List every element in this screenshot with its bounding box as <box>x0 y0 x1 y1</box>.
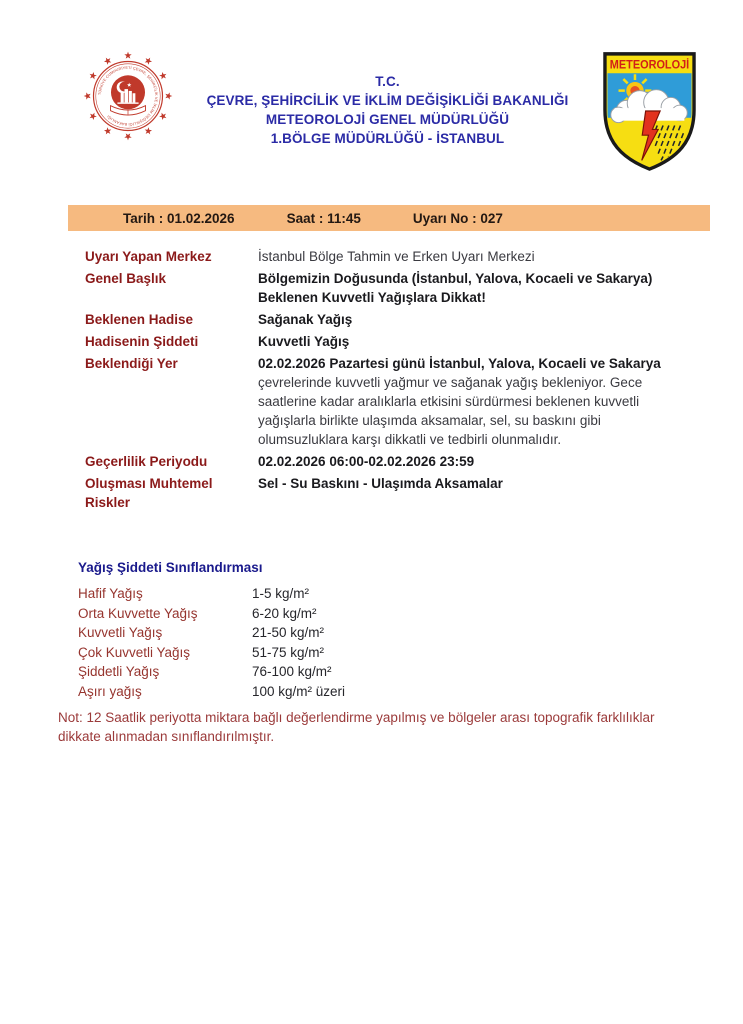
header-title-line-2: ÇEVRE, ŞEHİRCİLİK VE İKLİM DEĞİŞİKLİĞİ BAKANLIĞI <box>206 93 569 108</box>
document-header <box>0 0 743 177</box>
ministry-seal-icon <box>82 50 174 147</box>
detail-row-issuing-center <box>85 247 703 266</box>
classification-label: Çok Kuvvetli Yağış <box>78 644 191 660</box>
detail-value: Kuvvetli Yağış <box>258 334 350 349</box>
svg-text:TÜRKİYE CUMHURİYETİ ÇEVRE, ŞEH: TÜRKİYE CUMHURİYETİ ÇEVRE, ŞEHİRCİLİK VE İKLİM DEĞİŞİKLİĞİ BAKANLIĞI <box>97 65 159 127</box>
detail-value <box>258 354 683 449</box>
detail-label: Beklendiği Yer <box>85 356 178 371</box>
detail-label: Oluşması Muhtemel Riskler <box>85 476 213 510</box>
warning-details <box>85 247 703 512</box>
classification-row-moderate <box>78 604 703 624</box>
detail-value: Sel - Su Baskını - Ulaşımda Aksamalar <box>258 476 503 491</box>
classification-value: 76-100 kg/m² <box>252 664 332 679</box>
detail-row-validity-period <box>85 452 703 471</box>
detail-row-expected-event <box>85 310 703 329</box>
header-title <box>174 50 601 148</box>
shield-logo-text: METEOROLOJİ <box>609 57 698 72</box>
detail-label: Uyarı Yapan Merkez <box>85 249 212 264</box>
classification-title: Yağış Şiddeti Sınıflandırması <box>78 560 263 575</box>
classification-value: 51-75 kg/m² <box>252 644 325 660</box>
info-bar-time: Saat : 11:45 <box>286 210 361 226</box>
classification-label: Orta Kuvvette Yağış <box>78 605 198 621</box>
classification-value: 6-20 kg/m² <box>252 605 317 621</box>
classification-value: 21-50 kg/m² <box>252 625 325 640</box>
rainfall-classification-section <box>78 560 703 701</box>
detail-row-expected-location <box>85 354 703 449</box>
detail-value: İstanbul Bölge Tahmin ve Erken Uyarı Merkezi <box>258 249 535 264</box>
info-bar-warning-no: Uyarı No : 027 <box>412 210 503 226</box>
classification-value: 100 kg/m² üzeri <box>252 683 346 699</box>
detail-label: Geçerlilik Periyodu <box>85 454 208 469</box>
detail-label: Beklenen Hadise <box>85 312 194 327</box>
header-title-line-1: T.C. <box>375 74 400 89</box>
detail-row-general-title <box>85 269 703 307</box>
meteoroloji-shield-icon <box>601 50 698 177</box>
classification-row-extreme <box>78 682 703 702</box>
classification-label: Hafif Yağış <box>78 586 143 601</box>
header-title-line-4: 1.BÖLGE MÜDÜRLÜĞÜ - İSTANBUL <box>270 131 505 146</box>
detail-row-event-severity <box>85 332 703 351</box>
detail-label: Genel Başlık <box>85 271 167 286</box>
header-title-line-3: METEOROLOJİ GENEL MÜDÜRLÜĞÜ <box>265 112 510 127</box>
info-bar <box>68 205 710 231</box>
detail-value-bold: 02.02.2026 Pazartesi günü İstanbul, Yalova, Kocaeli ve Sakarya <box>258 356 661 371</box>
classification-row-heavy <box>78 623 703 643</box>
classification-note: Not: 12 Saatlik periyotta miktara bağlı değerlendirme yapılmış ve bölgeler arası topografik farklılıklar dikkate alınmadan sınıflandırılmıştır. <box>58 710 655 744</box>
detail-label: Hadisenin Şiddeti <box>85 334 199 349</box>
classification-label: Aşırı yağış <box>78 683 142 699</box>
classification-row-severe <box>78 662 703 682</box>
classification-label: Kuvvetli Yağış <box>78 625 163 640</box>
detail-value: 02.02.2026 06:00-02.02.2026 23:59 <box>258 454 475 469</box>
classification-value: 1-5 kg/m² <box>252 586 310 601</box>
classification-row-light <box>78 584 703 604</box>
detail-value: Sağanak Yağış <box>258 312 353 327</box>
classification-label: Şiddetli Yağış <box>78 664 160 679</box>
info-bar-date: Tarih : 01.02.2026 <box>123 210 235 226</box>
classification-row-very-heavy <box>78 643 703 663</box>
detail-row-possible-risks <box>85 474 703 512</box>
detail-value-rest: çevrelerinde kuvvetli yağmur ve sağanak yağış bekleniyor. Gece saatlerine kadar aralıklarla etkisini sürdürmesi beklenen kuvvetli yağışlarla birlikte ulaşımda aksamalar, sel, su baskını gibi olumsuzluklara karşı dikkatli ve tedbirli olunmalıdır. <box>258 375 643 447</box>
detail-value: Bölgemizin Doğusunda (İstanbul, Yalova, Kocaeli ve Sakarya) Beklenen Kuvvetli Yağışlara Dikkat! <box>258 271 653 305</box>
